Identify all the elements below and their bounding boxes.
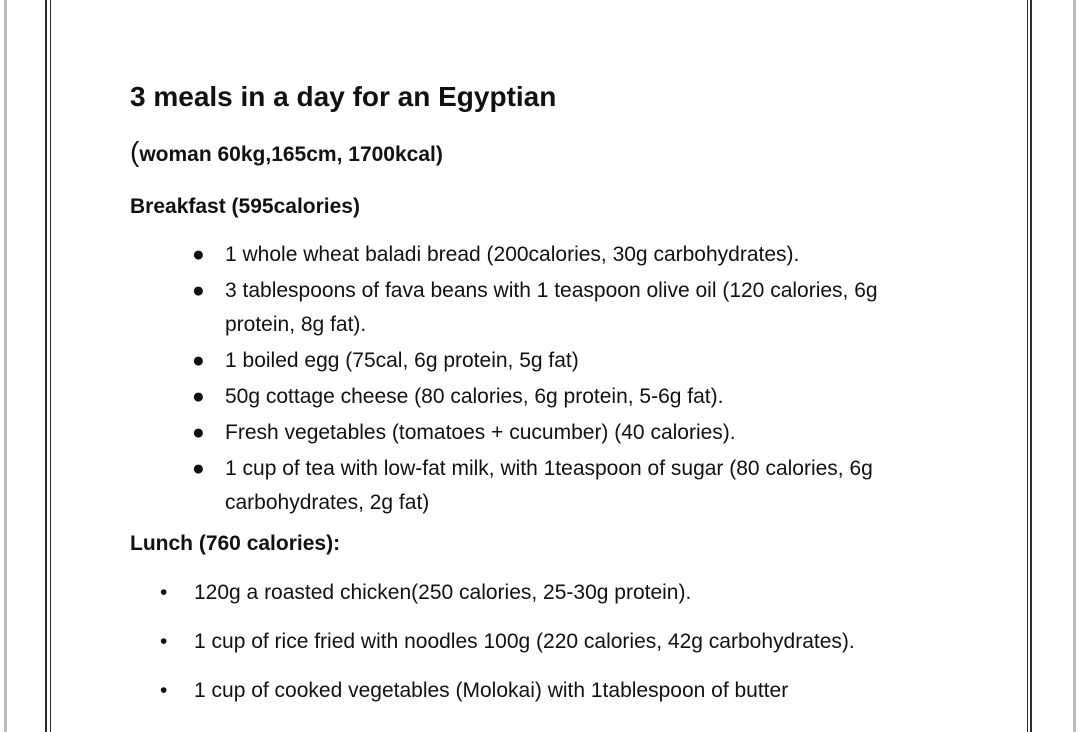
list-item [130, 238, 950, 272]
list-item-text: 1 whole wheat baladi bread (200calories, 30g carbohydrates). [225, 243, 800, 266]
list-item [130, 344, 950, 378]
left-page-border-outer [45, 0, 47, 732]
breakfast-heading: Breakfast (595calories) [130, 195, 360, 218]
list-item-text: 1 boiled egg (75cal, 6g protein, 5g fat) [225, 349, 579, 372]
bullet-icon: ● [192, 457, 205, 480]
list-item-text: 120g a roasted chicken(250 calories, 25-30g protein). [194, 581, 692, 604]
list-item-text: Fresh vegetables (tomatoes + cucumber) (40 calories). [225, 421, 736, 444]
list-item [130, 625, 950, 659]
breakfast-list [130, 238, 950, 520]
list-item-text: 1 cup of rice fried with noodles 100g (220 calories, 42g carbohydrates). [194, 630, 855, 653]
list-item-text: 1 cup of tea with low-fat milk, with 1teaspoon of sugar (80 calories, 6g carbohydrates, 2g fat) [225, 457, 873, 514]
list-item [130, 416, 950, 450]
list-item-text: 1 cup of cooked vegetables (Molokai) with 1tablespoon of butter [194, 679, 789, 702]
bullet-icon: ● [192, 279, 205, 302]
list-item [130, 380, 950, 414]
list-item [130, 452, 950, 520]
list-item [130, 576, 950, 610]
right-outer-frame [1073, 0, 1076, 732]
document-title: 3 meals in a day for an Egyptian [130, 81, 557, 112]
right-page-border-inner [1027, 0, 1028, 732]
lunch-list [130, 576, 950, 708]
list-item-text: 3 tablespoons of fava beans with 1 teaspoon olive oil (120 calories, 6g protein, 8g fat). [225, 279, 878, 336]
bullet-icon: • [160, 630, 168, 653]
list-item-text: 50g cottage cheese (80 calories, 6g protein, 5-6g fat). [225, 385, 724, 408]
lunch-heading: Lunch (760 calories): [130, 532, 341, 555]
bullet-icon: ● [192, 349, 205, 372]
left-page-border-inner [50, 0, 51, 732]
page-content [130, 78, 950, 723]
list-item [130, 674, 950, 708]
list-item [130, 274, 950, 342]
subtitle-text: woman 60kg,165cm, 1700kcal) [139, 143, 443, 166]
bullet-icon: ● [192, 421, 205, 444]
bullet-icon: ● [192, 243, 205, 266]
subtitle-open-paren: ( [130, 136, 140, 167]
bullet-icon: • [160, 679, 168, 702]
left-outer-frame [4, 0, 7, 732]
bullet-icon: • [160, 581, 168, 604]
right-page-border-outer [1030, 0, 1032, 732]
document-subtitle [130, 138, 950, 169]
bullet-icon: ● [192, 385, 205, 408]
